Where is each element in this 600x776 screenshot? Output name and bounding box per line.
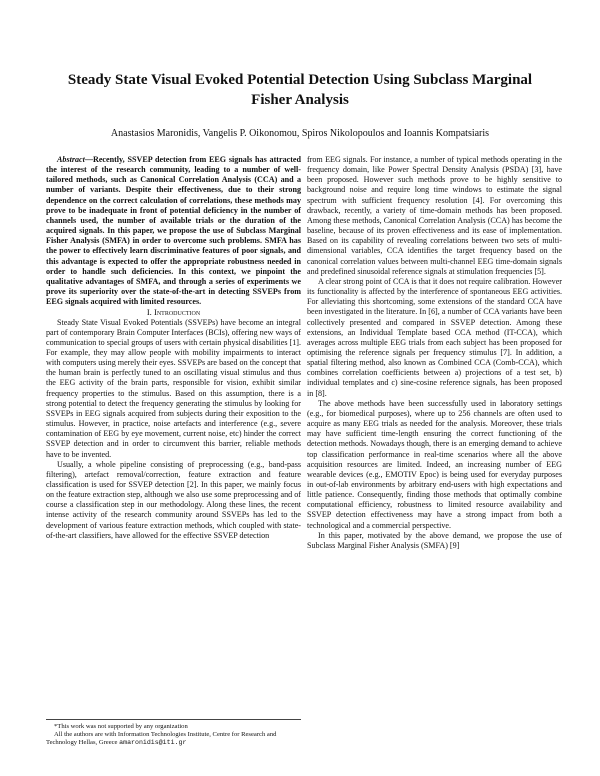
author-list: Anastasios Maronidis, Vangelis P. Oikonomou, Spiros Nikolopoulos and Ioannis Kompatsiaris [110, 128, 490, 139]
intro-paragraph-5: The above methods have been successfully used in laboratory settings (e.g., for biomedical purposes), where up to 256 channels are often used to acquire as many EEG trials as needed for the analysis. Moreover, these trials may have sufficient time-length ensuring the correct functioning of the detection methods. Nowadays though, there is an emerging demand to achieve top classification performance in real-time scenarios where all the above acquisition resources are limited. Indeed, an increasing number of EEG wearable devices (e.g., EMOTIV Epoc) is being used for everyday purposes in out-of-lab environments by arbitrary end-users with high expectations and little patience. Consequently, finding those methods that optimally combine computational efficiency, robustness to limited resource availability and SSVEP detection effectiveness may have a strong impact from both a technological and a commercial perspective. [307, 398, 562, 530]
intro-paragraph-4: A clear strong point of CCA is that it does not require calibration. However its functionality is affected by the interference of spontaneous EEG activities. For alleviating this shortcoming, some extensions of the standard CCA have been investigated in the literature. In [6], a number of CCA variants have been collectively presented and compared in SSVEP detection. Among these extensions, an Individual Template based CCA method (IT-CCA), which averages across multiple EEG trials from each subject has been proposed for optimising the reference signals per frequency stimulus [7]. In addition, a spatial filtering method, also known as Combined CCA (Comb-CCA), which combines correlation coefficients between a) projections of a test set, b) individual templates and c) sine-cosine reference signals, has been proposed in [8]. [307, 276, 562, 398]
paper-title: Steady State Visual Evoked Potential Detection Using Subclass Marginal Fisher Analysis [67, 72, 533, 108]
abstract-body: —Recently, SSVEP detection from EEG signals has attracted the interest of the research community, leading to a number of well-tailored methods, such as Canonical Correlation Analysis (CCA) and a number of variants. Despite their effectiveness, due to their strong dependence on the correct calculation of correlations, these methods may prove to be inadequate in front of potential deficiency in the number of channels used, the number of available trials or the duration of the acquired signals. In this paper, we propose the use of Subclass Marginal Fisher Analysis (SMFA) in order to overcome such problems. SMFA has the power to effectively learn discriminative features of poor signals, and this advantage is expected to offer the appropriate robustness needed in order to handle such deficiencies. In this context, we pinpoint the qualitative advantages of SMFA, and through a series of experiments we prove its superiority over the state-of-the-art in detecting SSVEPs from EEG signals acquired with limited resources. [46, 155, 301, 307]
abstract [46, 155, 301, 307]
intro-paragraph-3: from EEG signals. For instance, a number of typical methods operating in the frequency domain, like Power Spectral Density Analysis (PSDA) [3], have been proposed. However such methods prove to be highly sensitive to background noise and require long time windows to estimate the signal spectrum with sufficient frequency resolution [4]. For overcoming this drawback, recently, a variety of time-domain methods has been proposed. Among these methods, Canonical Correlation Analysis (CCA) has become the baseline, because of its proven effectiveness and its ease of implementation. Based on its capability of revealing correlations between two sets of multi-dimensional variables, CCA identifies the target frequency based on the canonical correlation values between multi-channel EEG time-domain signals and predefined sinusoidal reference signals at stimulation frequencies [5]. [307, 155, 562, 276]
author-email: amaronidis@iti.gr [119, 739, 187, 747]
intro-paragraph-6: In this paper, motivated by the above demand, we propose the use of Subclass Marginal Fisher Analysis (SMFA) [9] [307, 530, 562, 550]
intro-paragraph-2: Usually, a whole pipeline consisting of preprocessing (e.g., band-pass filtering), artefact removal/correction, feature extraction and feature classification is used for SSVEP detection [2]. In this paper, we mainly focus on the feature extraction step, although we also use some preprocessing and of course a classification step in our methodology. Along these lines, the recent intense activity of the research community around SSVEPs has led to the development of various feature extraction methods, which coupled with state-of-the-art classifiers, have allowed for the effective SSVEP detection [46, 459, 301, 540]
right-column [307, 155, 562, 551]
footnote-funding: *This work was not supported by any organization [54, 723, 188, 730]
footnote-affiliation [46, 731, 301, 747]
footnotes [46, 719, 301, 748]
affiliation-text: All the authors are with Information Technologies Institute, Centre for Research and Technology Hellas, Greece [46, 731, 277, 747]
section-heading-introduction: I. Introduction [146, 307, 201, 318]
intro-paragraph-1: Steady State Visual Evoked Potentials (SSVEPs) have become an integral part of contemporary Brain Computer Interfaces (BCIs), offering new ways of communication to special groups of users with certain physical disabilities [1]. For example, they may allow people with mobility impairments to interact with computers using merely their eyes. SSVEPs are based on the concept that the human brain is perfectly tuned to an oscillating visual stimulus and thus the EEG activity of the brain parts, responsible for vision, exhibit similar frequency properties to the stimulus. Based on this assumption, there is a strong potential to detect the frequency generating the stimulus by looking for SSVEPs in EEG signals acquired from subjects during their exposition to the stimulus. However, in practice, noise artefacts and interference (e.g., severe contamination of EEG by eye movement, current noise, etc) hinder the correct SSVEP detection and in order to circumvent this barrier, reliable methods have to be invented. [46, 317, 301, 459]
left-column [46, 155, 301, 541]
abstract-lead: Abstract [57, 155, 85, 164]
